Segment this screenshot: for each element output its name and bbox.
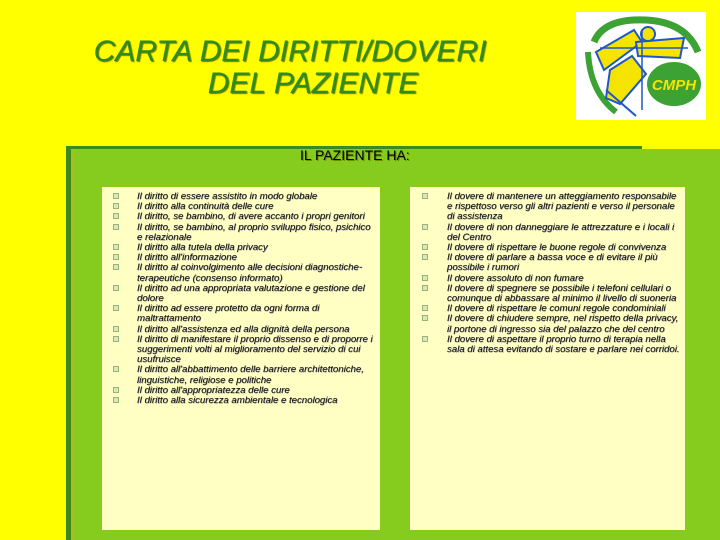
- right-item-text: Il diritto all'abbattimento delle barriere architettoniche, linguistiche, religiose e politiche: [137, 364, 364, 386]
- rights-list: [110, 192, 376, 406]
- right-item-text: Il diritto all'assistenza ed alla dignità della persona: [137, 323, 350, 335]
- logo-emblem-icon: [576, 12, 706, 120]
- right-item-text: Il diritto ad essere protetto da ogni forma di maltrattamento: [137, 303, 320, 325]
- duties-card: [410, 187, 685, 530]
- right-item-text: Il diritto di essere assistito in modo globale: [137, 191, 318, 202]
- frame-shadow: [71, 149, 75, 540]
- right-item: [110, 396, 376, 406]
- right-item: [110, 284, 376, 304]
- duty-item: [418, 284, 680, 304]
- right-item-text: Il diritto alla continuità delle cure: [137, 201, 274, 213]
- bullet-icon: [113, 244, 119, 250]
- page-title-line-2: DEL PAZIENTE: [207, 67, 419, 100]
- bullet-icon: [113, 326, 119, 332]
- duty-item-text: Il dovere di parlare a bassa voce e di evitare il più possibile i rumori: [447, 252, 658, 274]
- bullet-icon: [422, 285, 428, 291]
- right-item-text: Il diritto, se bambino, al proprio sviluppo fisico, psichico e relazionale: [137, 221, 371, 243]
- duty-item: [418, 253, 680, 273]
- page-title: [0, 36, 580, 100]
- duty-item-text: Il dovere di rispettare le buone regole di convivenza: [447, 242, 667, 254]
- section-heading: IL PAZIENTE HA:: [300, 147, 410, 163]
- bullet-icon: [113, 193, 119, 199]
- right-item-text: Il diritto alla sicurezza ambientale e tecnologica: [137, 395, 338, 407]
- bullet-icon: [113, 336, 119, 342]
- bullet-icon: [113, 264, 119, 270]
- bullet-icon: [113, 254, 119, 260]
- right-item: [110, 335, 376, 366]
- logo-text: CMPH: [651, 77, 697, 94]
- right-item-text: Il diritto ad una appropriata valutazione e gestione del dolore: [137, 282, 365, 305]
- bullet-icon: [422, 336, 428, 342]
- bullet-icon: [422, 315, 428, 321]
- bullet-icon: [113, 366, 119, 372]
- right-item-text: Il diritto di manifestare il proprio dissenso e di proporre i suggerimenti volti al miglioramento del servizio di cui usufruisce: [137, 333, 373, 366]
- duty-item-text: Il dovere assoluto di non fumare: [447, 272, 584, 284]
- duty-item-text: Il dovere di aspettare il proprio turno di terapia nella sala di attesa evitando di sostare e parlare nei corridoi.: [447, 333, 680, 356]
- bullet-icon: [422, 305, 428, 311]
- duty-item: [418, 192, 680, 223]
- bullet-icon: [113, 397, 119, 403]
- bullet-icon: [422, 275, 428, 281]
- bullet-icon: [113, 203, 119, 209]
- duty-item-text: Il dovere di mantenere un atteggiamento responsabile e rispettoso verso gli altri pazienti e verso il personale di assistenza: [447, 191, 677, 223]
- right-item-text: Il diritto, se bambino, di avere accanto i propri genitori: [137, 211, 365, 223]
- right-item: [110, 223, 376, 243]
- right-item-text: Il diritto all'appropriatezza delle cure: [137, 384, 290, 396]
- right-item: [110, 365, 376, 385]
- right-item: [110, 263, 376, 283]
- duty-item-text: Il dovere di rispettare le comuni regole condominiali: [447, 303, 666, 315]
- duty-item: [418, 335, 680, 355]
- bullet-icon: [113, 224, 119, 230]
- duty-item-text: Il dovere di non danneggiare le attrezzature e i locali i del Centro: [447, 221, 675, 243]
- right-item: [110, 304, 376, 324]
- bullet-icon: [422, 244, 428, 250]
- bullet-icon: [113, 285, 119, 291]
- duty-item: [418, 223, 680, 243]
- bullet-icon: [113, 387, 119, 393]
- logo: [576, 12, 706, 120]
- right-item-text: Il diritto al coinvolgimento alle decisioni diagnostiche-terapeutiche (consenso informato): [137, 262, 363, 284]
- rights-card: [102, 187, 380, 530]
- bullet-icon: [113, 305, 119, 311]
- bullet-icon: [422, 254, 428, 260]
- duty-item: [418, 314, 680, 334]
- duty-item-text: Il dovere di chiudere sempre, nel rispetto della privacy, il portone di ingresso sia del palazzo che del centro: [447, 313, 679, 335]
- right-item-text: Il diritto alla tutela della privacy: [137, 242, 268, 254]
- right-item-text: Il diritto all'informazione: [137, 252, 237, 264]
- page-title-line-1: CARTA DEI DIRITTI/DOVERI: [93, 35, 487, 68]
- bullet-icon: [422, 193, 428, 199]
- duties-list: [418, 192, 680, 355]
- bullet-icon: [422, 224, 428, 230]
- bullet-icon: [113, 213, 119, 219]
- duty-item-text: Il dovere di spegnere se possibile i telefoni cellulari o comunque di abbassare al minimo il livello di suoneria: [447, 282, 677, 305]
